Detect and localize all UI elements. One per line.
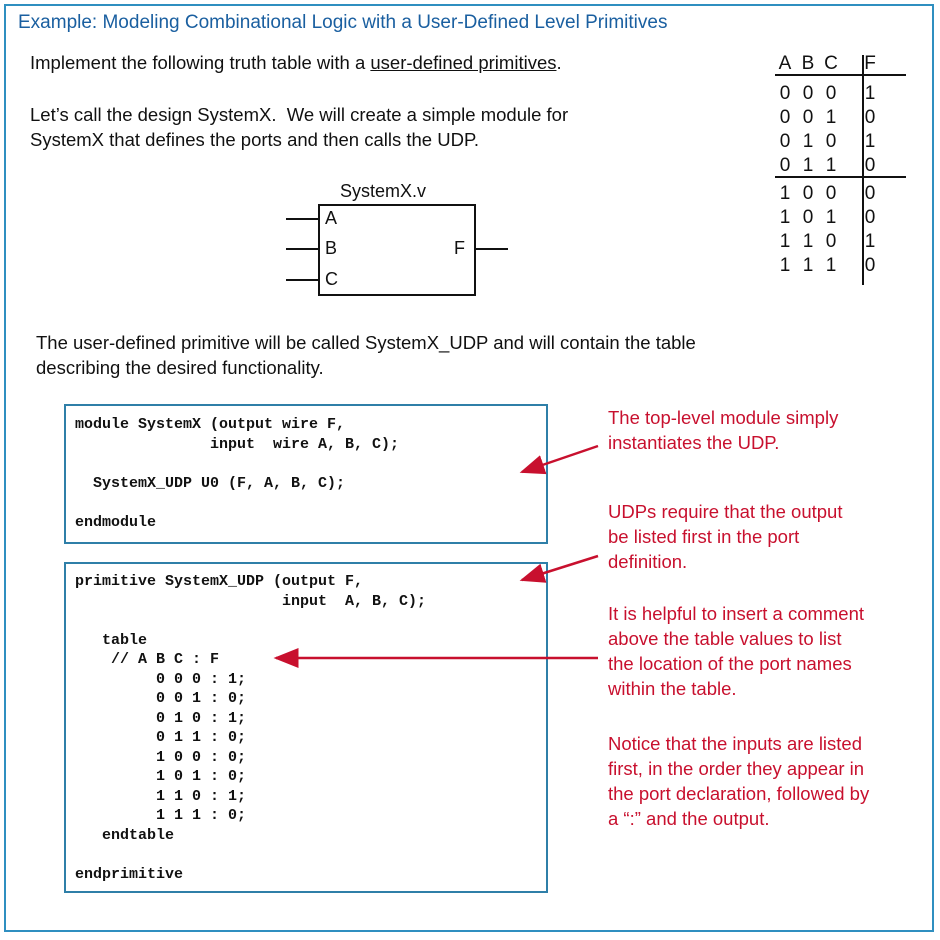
primitive-code: primitive SystemX_UDP (output F, input A, B, C); table // A B C : F 0 0 0 : 1; 0 0 1 : 0; 0 1 0 : 1; 0 1 1 : 0; 1 0 0 : 0; 1 0 1 : 0; 1 1 0 : 1; 1 1 1 : 0; endtable endprimitive (75, 573, 427, 883)
note-top-level: The top-level module simply instantiates the UDP. (608, 407, 839, 453)
intro-underlined-term: user-defined primitives (370, 52, 557, 73)
tt-cell: 0 (802, 107, 814, 128)
tt-cell: 0 (779, 83, 791, 104)
tt-cell: 1 (802, 231, 814, 252)
tt-cell: 0 (864, 255, 876, 276)
pin-a-line (286, 218, 318, 220)
primitive-code-box (64, 562, 548, 893)
tt-cell: 1 (779, 255, 791, 276)
tt-cell: 0 (825, 131, 837, 152)
intro-after: . (556, 52, 562, 73)
tt-cell: 1 (825, 107, 837, 128)
intro-text (30, 50, 562, 75)
udp-description: The user-defined primitive will be called SystemX_UDP and will contain the table describing the desired functionality. (36, 332, 696, 378)
tt-cell: 0 (802, 83, 814, 104)
tt-cell: 1 (802, 255, 814, 276)
tt-cell: 1 (802, 155, 814, 176)
tt-cell: 0 (779, 155, 791, 176)
tt-cell: 1 (779, 207, 791, 228)
tt-cell: 0 (864, 107, 876, 128)
tt-cell: 1 (864, 83, 876, 104)
pin-c-line (286, 279, 318, 281)
pin-f-label: F (454, 238, 465, 258)
tt-cell: 0 (825, 231, 837, 252)
module-code-box (64, 404, 548, 544)
tt-cell: 0 (779, 131, 791, 152)
page-title: Example: Modeling Combinational Logic with a User-Defined Level Primitives (18, 12, 668, 33)
pin-b-label: B (325, 238, 338, 258)
intro-before: Implement the following truth table with a (30, 52, 371, 73)
tt-cell: 0 (825, 183, 837, 204)
block-box (318, 204, 476, 296)
module-code: module SystemX (output wire F, input wire A, B, C); SystemX_UDP U0 (F, A, B, C); endmodule (75, 416, 400, 531)
block-name: SystemX.v (340, 181, 427, 201)
tt-cell: 0 (802, 183, 814, 204)
tt-cell: 1 (802, 131, 814, 152)
tt-cell: 0 (825, 83, 837, 104)
tt-header-a: A (778, 53, 792, 74)
design-description: Let’s call the design SystemX. We will create a simple module for SystemX that defines the ports and then calls the UDP. (30, 104, 569, 150)
tt-cell: 0 (779, 107, 791, 128)
tt-cell: 1 (779, 231, 791, 252)
tt-cell: 1 (779, 183, 791, 204)
pin-c-label: C (325, 269, 338, 289)
pin-b-line (286, 248, 318, 250)
tt-header-f: F (864, 53, 876, 74)
tt-header-c: C (824, 53, 838, 74)
tt-cell: 0 (864, 155, 876, 176)
tt-header-b: B (801, 53, 815, 74)
tt-cell: 1 (825, 255, 837, 276)
tt-cell: 0 (864, 207, 876, 228)
pin-f-line (476, 248, 508, 250)
tt-cell: 0 (864, 183, 876, 204)
tt-cell: 0 (802, 207, 814, 228)
note-output-first: UDPs require that the output be listed first in the port definition. (608, 501, 843, 572)
note-comment-helpful: It is helpful to insert a comment above the table values to list the location of the port names within the table. (608, 603, 865, 699)
tt-cell: 1 (825, 207, 837, 228)
tt-cell: 1 (825, 155, 837, 176)
note-input-order: Notice that the inputs are listed first, in the order they appear in the port declaration, followed by a “:” and the output. (608, 733, 870, 829)
tt-cell: 1 (864, 131, 876, 152)
pin-a-label: A (325, 208, 338, 228)
tt-cell: 1 (864, 231, 876, 252)
